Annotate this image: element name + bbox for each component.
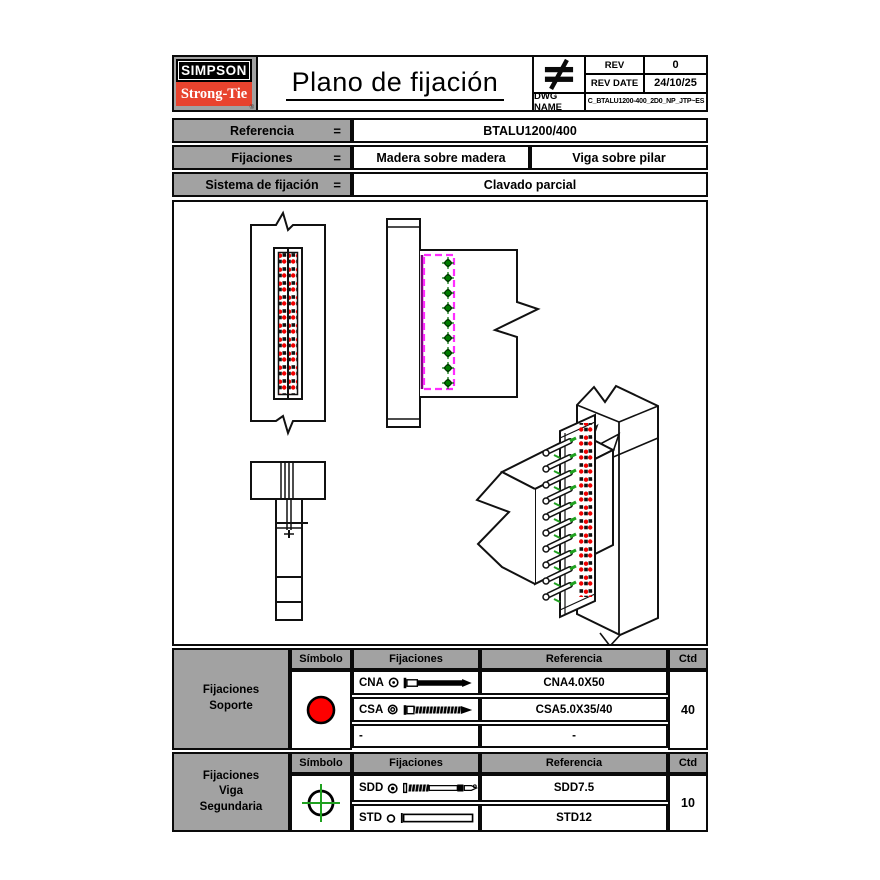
info-label-text: Referencia: [230, 123, 294, 138]
reference-cell: -: [480, 724, 668, 748]
logo-simpson-text: SIMPSON: [176, 59, 252, 82]
info-label: [172, 145, 352, 170]
nail-head-icon: [388, 676, 399, 689]
info-value: Madera sobre madera: [352, 145, 530, 170]
fixing-row: [352, 697, 480, 722]
header-ctd: Ctd: [668, 648, 708, 670]
title-block: [172, 55, 708, 112]
logo: [174, 57, 258, 110]
quantity-cell: 40: [668, 670, 708, 750]
rod-icon: [400, 810, 478, 826]
dowel-icon: [403, 780, 478, 796]
support-fasteners-table: [172, 648, 708, 750]
rev-value: 0: [645, 57, 706, 73]
logo-strongtie-text: Strong-Tie: [176, 82, 252, 106]
group-label-text: Fijaciones Soporte: [202, 684, 260, 712]
header-referencia: Referencia: [480, 752, 668, 774]
info-label-text: Sistema de fijación: [205, 177, 319, 192]
group-label-cell: [172, 752, 290, 832]
fastener-code: SDD: [359, 782, 384, 794]
fastener-code: CSA: [359, 703, 384, 716]
fastener-code: -: [359, 730, 363, 742]
info-value: Viga sobre pilar: [530, 145, 708, 170]
dwg-name-value: C_BTALU1200-400_2D0_NP_JTP~ES: [586, 94, 706, 110]
nail-icon: [403, 675, 478, 691]
fixing-row: [352, 804, 480, 832]
group-label-text: Fijaciones Viga Segundaria: [199, 769, 263, 813]
screw-head-icon: [387, 703, 398, 716]
reference-cell: SDD7.5: [480, 774, 668, 802]
rev-date-value: 24/10/25: [645, 75, 706, 91]
symbol-cell: [290, 774, 352, 832]
info-label: [172, 172, 352, 197]
header-ctd: Ctd: [668, 752, 708, 774]
info-row-fijaciones: [172, 145, 708, 170]
green-crosshair-icon: [299, 781, 343, 825]
rev-date-label: REV DATE: [586, 75, 643, 91]
symbol-cell: [290, 670, 352, 750]
header-referencia: Referencia: [480, 648, 668, 670]
technical-views: [174, 202, 706, 644]
screw-icon: [403, 702, 478, 718]
quantity-cell: 10: [668, 774, 708, 832]
info-value: Clavado parcial: [352, 172, 708, 197]
reference-cell: CSA5.0X35/40: [480, 697, 668, 722]
rod-head-icon: [386, 813, 396, 824]
isometric-view-drawing: [477, 386, 658, 644]
info-row-referencia: [172, 118, 708, 143]
reference-cell: STD12: [480, 804, 668, 832]
section-view-drawing: [251, 462, 325, 620]
fixing-row: [352, 774, 480, 802]
reference-cell: CNA4.0X50: [480, 670, 668, 695]
red-circle-icon: [304, 693, 338, 727]
header-simbolo: Símbolo: [290, 648, 352, 670]
fastener-code: CNA: [359, 676, 384, 689]
equals-sign: =: [333, 123, 341, 138]
dwg-name-label: DWG NAME: [534, 94, 584, 110]
registered-mark: ®: [249, 105, 254, 111]
info-label-text: Fijaciones: [231, 150, 293, 165]
header-simbolo: Símbolo: [290, 752, 352, 774]
dowel-head-icon: [387, 782, 398, 795]
fixing-row: [352, 670, 480, 695]
fastener-code: STD: [359, 812, 382, 824]
group-label-cell: [172, 648, 290, 750]
not-equal-icon: [534, 57, 584, 92]
drawing-area: [172, 200, 708, 646]
drawing-sheet: [172, 55, 708, 832]
header-fijaciones: Fijaciones: [352, 648, 480, 670]
beam-fasteners-table: [172, 752, 708, 832]
equals-sign: =: [333, 177, 341, 192]
page-title: Plano de fijación: [286, 67, 505, 101]
info-value: BTALU1200/400: [352, 118, 708, 143]
header-fijaciones: Fijaciones: [352, 752, 480, 774]
front-view-drawing: [251, 213, 325, 433]
fixing-row: [352, 724, 480, 748]
equals-sign: =: [333, 150, 341, 165]
revision-block: [532, 57, 706, 110]
rev-label: REV: [586, 57, 643, 73]
title-cell: [258, 57, 532, 110]
side-view-drawing: [387, 219, 538, 427]
info-row-sistema: [172, 172, 708, 197]
info-label: [172, 118, 352, 143]
